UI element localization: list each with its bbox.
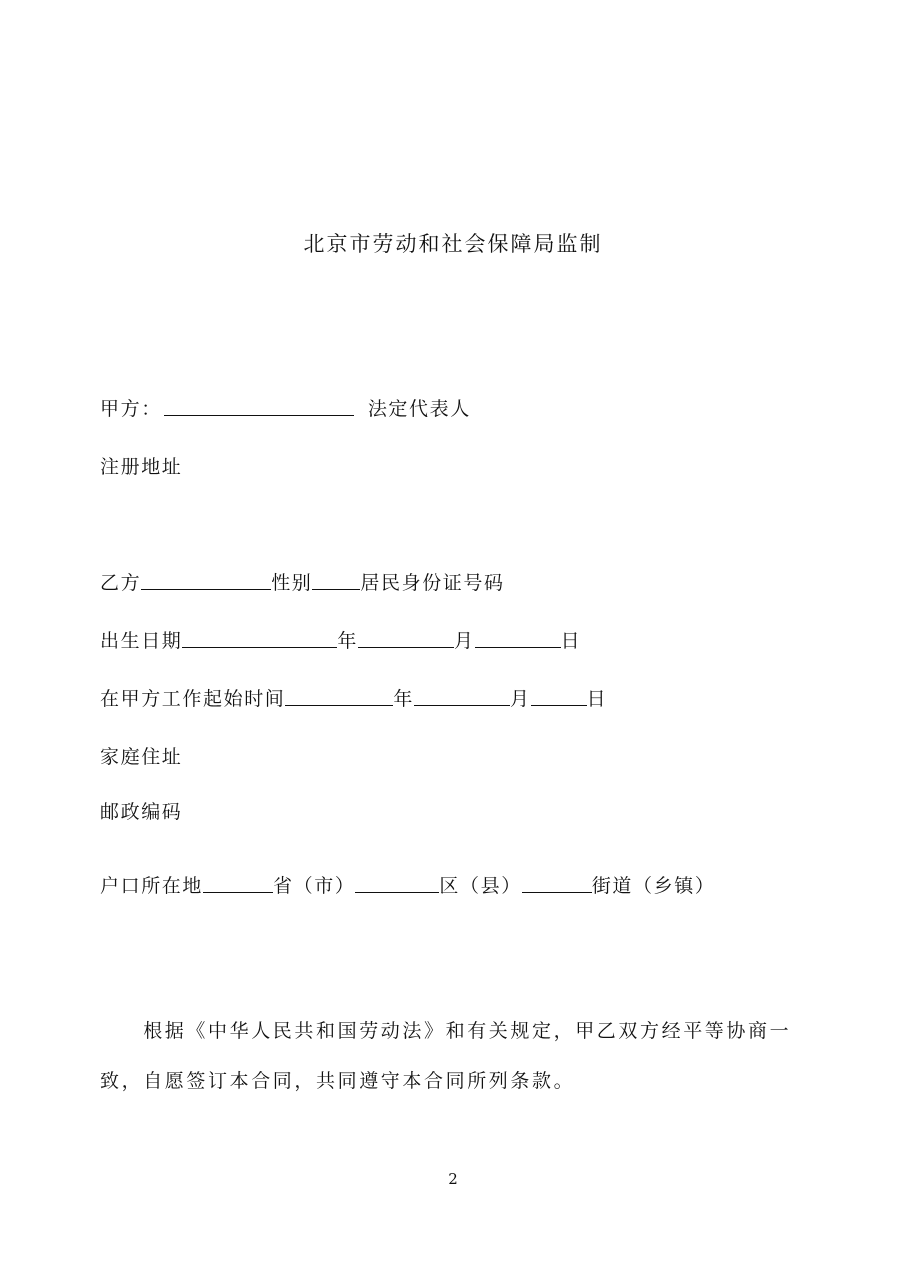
birth-year-label: 年 [337, 630, 359, 652]
contract-preamble [100, 1006, 810, 1106]
start-day-label: 日 [586, 688, 608, 710]
id-number-label: 居民身份证号码 [360, 572, 505, 594]
preamble-line-1: 根据《中华人民共和国劳动法》和有关规定，甲乙双方经平等协商一 [100, 1020, 792, 1042]
hukou-line [100, 871, 715, 898]
start-month-label: 月 [510, 688, 531, 710]
postal-code-label: 邮政编码 [100, 801, 183, 823]
gender-label: 性别 [271, 572, 313, 594]
birth-year-blank[interactable] [182, 646, 337, 648]
postal-code-line [100, 797, 182, 824]
party-a-line [100, 394, 471, 421]
legal-representative-label: 法定代表人 [367, 398, 471, 420]
party-a-name-blank[interactable] [164, 414, 354, 416]
page-number: 2 [448, 1170, 458, 1188]
registered-address-label: 注册地址 [100, 456, 183, 478]
birth-month-blank[interactable] [358, 646, 454, 648]
hukou-label: 户口所在地 [100, 875, 204, 897]
gender-blank[interactable] [312, 588, 360, 590]
preamble-line-2: 致，自愿签订本合同，共同遵守本合同所列条款。 [100, 1070, 576, 1092]
birth-day-blank[interactable] [475, 646, 561, 648]
registered-address-line [100, 452, 182, 479]
hukou-street-label: 街道（乡镇） [591, 875, 716, 897]
party-b-name-blank[interactable] [141, 588, 271, 590]
start-date-label: 在甲方工作起始时间 [100, 688, 286, 710]
start-date-line [100, 684, 607, 711]
birth-date-line [100, 626, 581, 653]
hukou-province-label: 省（市） [273, 875, 356, 897]
birth-month-label: 月 [454, 630, 475, 652]
birth-day-label: 日 [560, 630, 582, 652]
hukou-province-blank[interactable] [203, 891, 273, 893]
start-month-blank[interactable] [414, 704, 510, 706]
birth-date-label: 出生日期 [100, 630, 183, 652]
home-address-line [100, 742, 182, 769]
party-a-label: 甲方： [100, 398, 162, 420]
hukou-street-blank[interactable] [522, 891, 592, 893]
home-address-label: 家庭住址 [100, 746, 183, 768]
document-title: 北京市劳动和社会保障局监制 [303, 232, 603, 256]
hukou-district-blank[interactable] [355, 891, 439, 893]
party-b-line [100, 568, 505, 595]
start-day-blank[interactable] [531, 704, 587, 706]
hukou-district-label: 区（县） [439, 875, 522, 897]
start-year-label: 年 [393, 688, 415, 710]
party-b-label: 乙方 [100, 572, 142, 594]
start-year-blank[interactable] [285, 704, 393, 706]
